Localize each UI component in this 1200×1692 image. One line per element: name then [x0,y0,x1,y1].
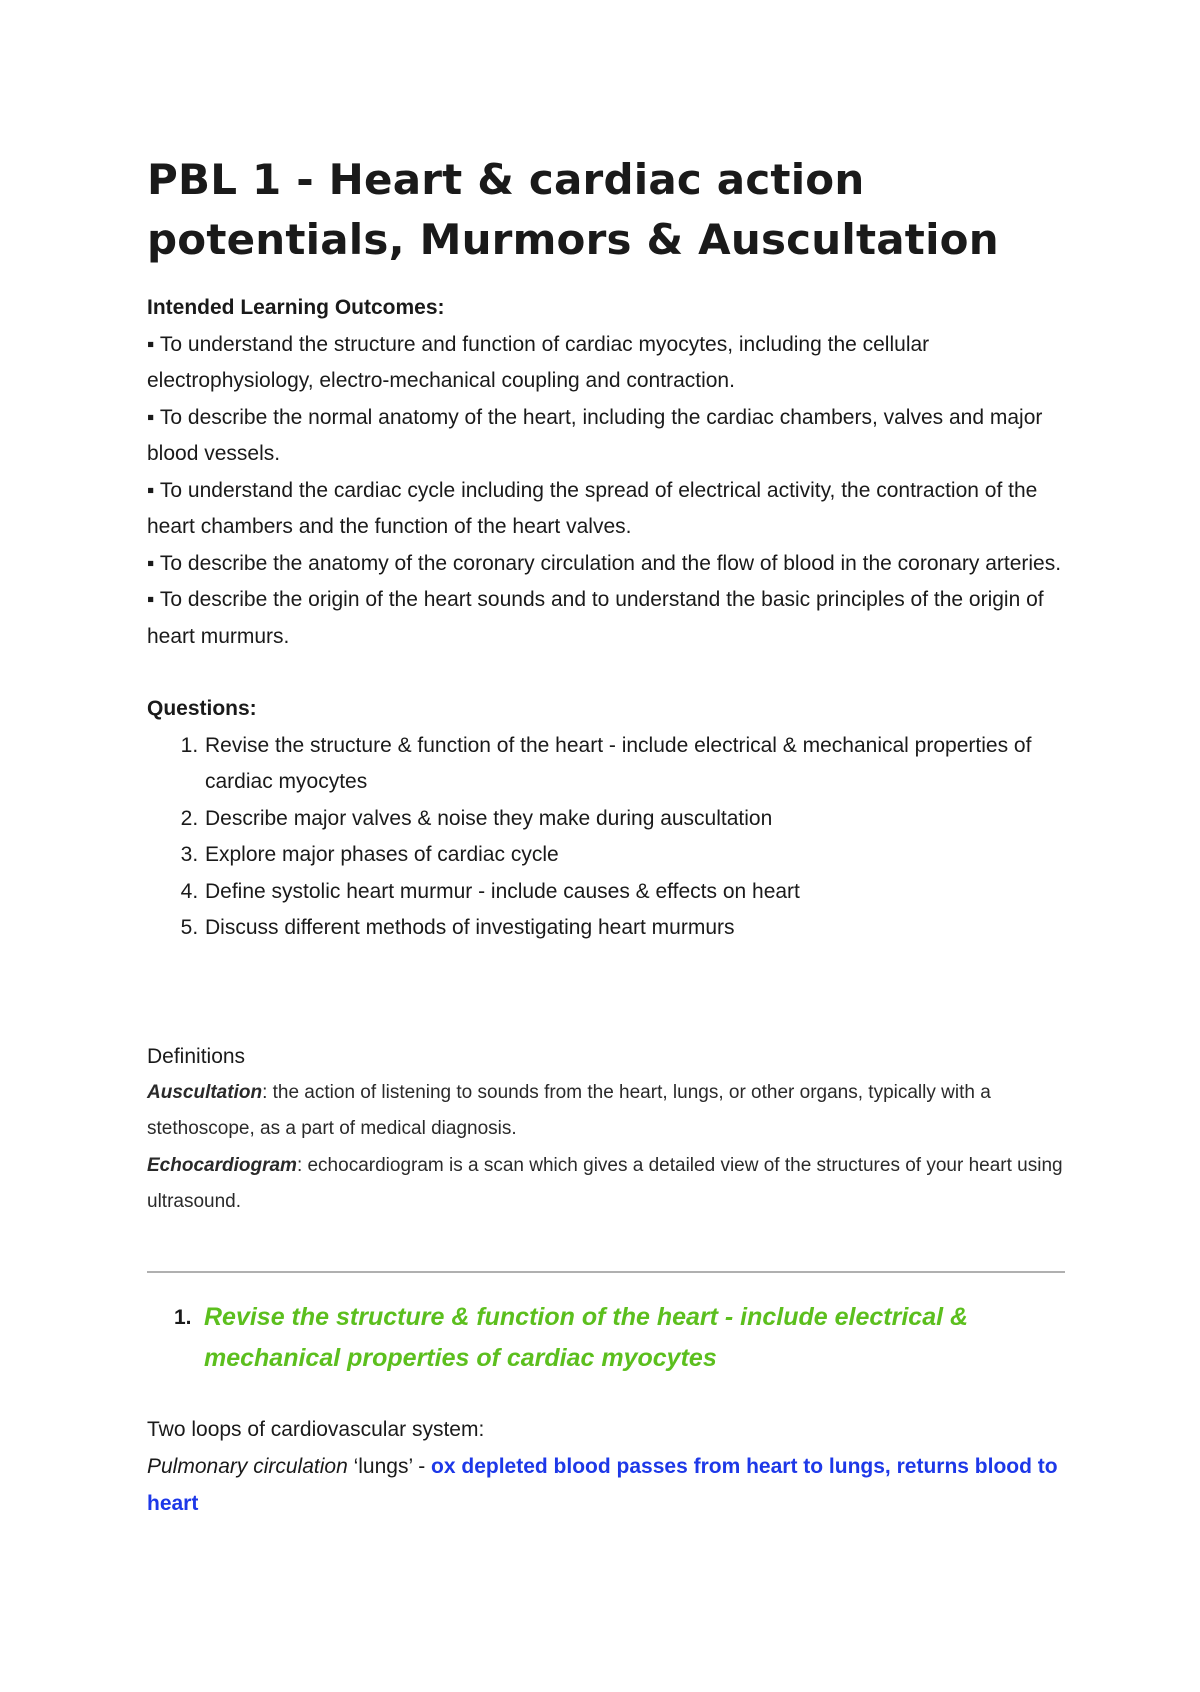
learning-outcome-item: ▪ To describe the anatomy of the coronary circulation and the flow of blood in the coronary arteries. [147,551,1062,575]
question-item: 5. Discuss different methods of investigating heart murmurs [204,910,1067,947]
learning-outcomes [147,290,1067,655]
questions-list [147,728,1067,947]
learning-outcome-item: ▪ To understand the cardiac cycle including the spread of electrical activity, the contraction of the heart chambers and the function of the heart valves. [147,478,1038,538]
question-item: 2. Describe major valves & noise they make during auscultation [204,801,1067,838]
questions-heading: Questions: [147,697,257,720]
pulmonary-circulation-line [147,1448,1067,1522]
pulmonary-description: ox depleted blood passes from heart to lungs, returns blood to heart [147,1454,1058,1515]
learning-outcome-item: ▪ To describe the origin of the heart sounds and to understand the basic principles of the origin of heart murmurs. [147,588,1044,648]
section-title: Revise the structure & function of the heart - include electrical & mechanical properties of cardiac myocytes [204,1302,969,1372]
question-item: 4. Define systolic heart murmur - include causes & effects on heart [204,874,1067,911]
section-number: 1. [174,1305,192,1329]
section-divider [147,1271,1065,1273]
pulmonary-term: Pulmonary circulation [147,1454,348,1478]
pulmonary-quote: ‘lungs’ - [347,1454,432,1478]
definitions-heading: Definitions [147,1044,246,1068]
cardiovascular-loops [147,1411,1067,1522]
section-heading [147,1297,1067,1379]
learning-outcome-item: ▪ To describe the normal anatomy of the heart, including the cardiac chambers, valves and major blood vessels. [147,405,1043,465]
question-item: 3. Explore major phases of cardiac cycle [204,837,1067,874]
definition-item [147,1075,1067,1148]
page-title: PBL 1 - Heart & cardiac action potentials, Murmors & Auscultation [147,155,999,264]
loops-heading: Two loops of cardiovascular system: [147,1417,485,1441]
definition-term: Echocardiogram [147,1154,297,1176]
definition-text: : echocardiogram is a scan which gives a detailed view of the structures of your heart using ultrasound. [147,1154,1063,1212]
definitions-section [147,1039,1067,1221]
definition-text: : the action of listening to sounds from the heart, lungs, or other organs, typically with a stethoscope, as a part of medical diagnosis. [147,1081,991,1139]
definition-term: Auscultation [147,1081,263,1103]
learning-outcomes-heading: Intended Learning Outcomes: [147,296,445,319]
questions-section [147,691,1067,947]
document-page [147,150,1067,1522]
definition-item [147,1148,1067,1221]
question-item: 1. Revise the structure & function of the heart - include electrical & mechanical properties of cardiac myocytes [204,728,1067,801]
learning-outcome-item: ▪ To understand the structure and function of cardiac myocytes, including the cellular electrophysiology, electro-mechanical coupling and contraction. [147,332,930,392]
